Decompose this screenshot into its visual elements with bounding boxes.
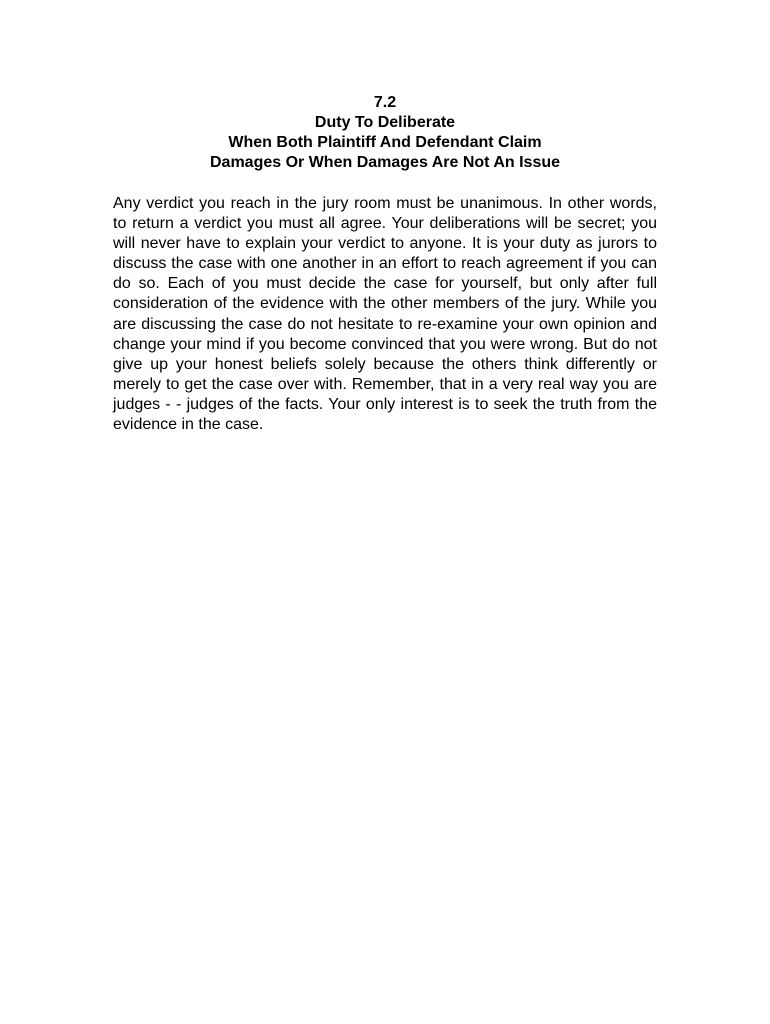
section-title: Duty To Deliberate	[314, 114, 456, 131]
body-paragraph: Any verdict you reach in the jury room must be unanimous. In other words, to return a verdict you must all agree. Your deliberations will be secret; you will never have to explain your verdict to anyone. It is your duty as jurors to discuss the case with one another in an effort to reach agreement if you can do so. Each of you must decide the case for yourself, but only after full consideration of the evidence with the other members of the jury. While you are discussing the case do not hesitate to re-examine your own opinion and change your mind if you become convinced that you were wrong. But do not give up your honest beliefs solely because the others think differently or merely to get the case over with. Remember, that in a very real way you are judges - - judges of the facts. Your only interest is to seek the truth from the evidence in the case.	[113, 195, 657, 434]
section-number: 7.2	[373, 94, 397, 111]
section-subtitle-line-1: When Both Plaintiff And Defendant Claim	[228, 134, 542, 151]
heading-block	[113, 93, 657, 173]
section-subtitle-line-2: Damages Or When Damages Are Not An Issue	[209, 154, 561, 171]
